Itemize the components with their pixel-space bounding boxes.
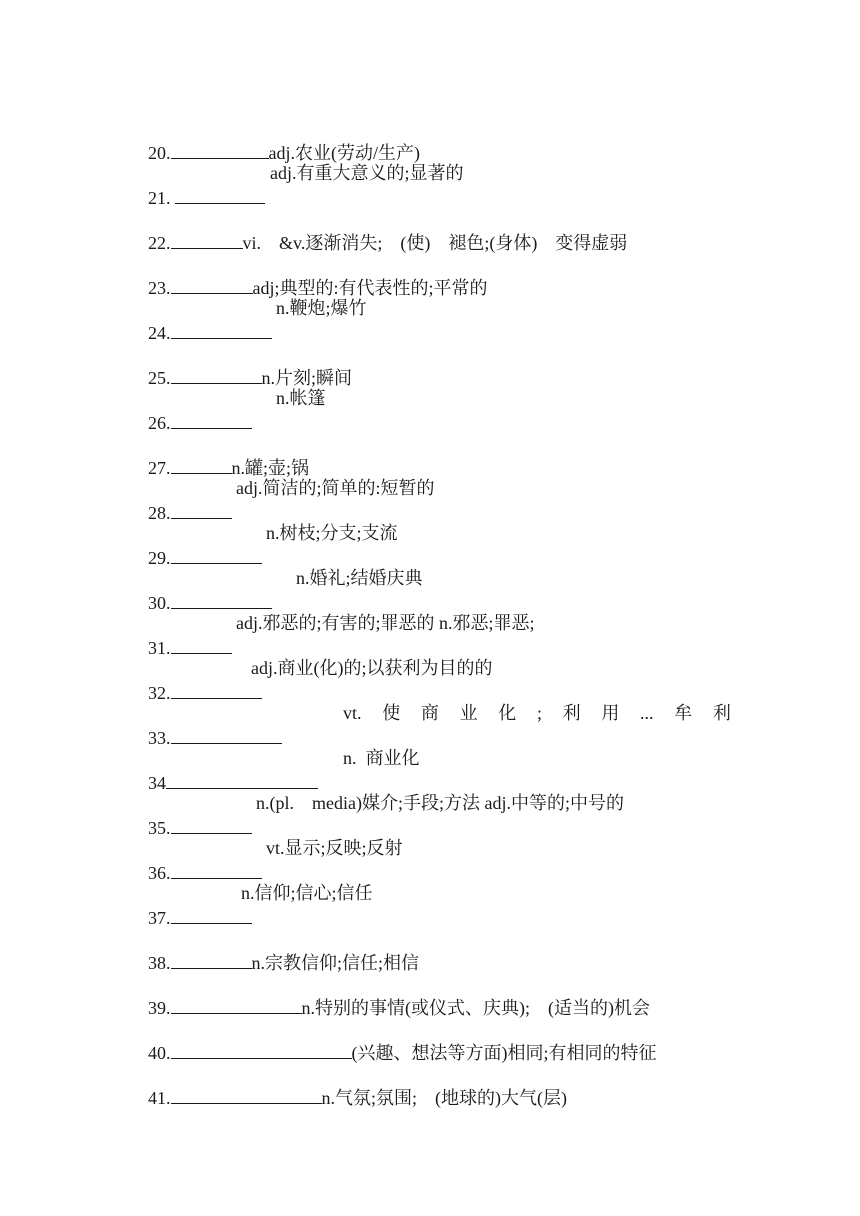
definition-token: vt. bbox=[343, 703, 362, 723]
vocab-item-33 bbox=[130, 701, 731, 748]
item-number: 35. bbox=[148, 818, 171, 838]
item-number: 20. bbox=[148, 143, 171, 163]
item-definition: adj.有重大意义的;显著的 bbox=[270, 163, 464, 183]
item-number: 25. bbox=[148, 368, 171, 388]
vocab-item-40 bbox=[130, 1016, 657, 1063]
vocab-item-36 bbox=[130, 836, 403, 883]
answer-blank[interactable] bbox=[171, 1040, 352, 1059]
vocab-item-35 bbox=[130, 791, 624, 838]
item-number: 33. bbox=[148, 728, 171, 748]
vocab-item-23 bbox=[130, 251, 488, 298]
item-definition: adj.邪恶的;有害的;罪恶的 n.邪恶;罪恶; bbox=[236, 613, 535, 633]
definition-token: 商 bbox=[420, 703, 439, 723]
answer-blank[interactable] bbox=[171, 230, 243, 249]
item-number: 28. bbox=[148, 503, 171, 523]
item-definition: n. 商业化 bbox=[343, 748, 420, 768]
vocab-item-39 bbox=[130, 971, 650, 1018]
item-definition: n.气氛;氛围; (地球的)大气(层) bbox=[321, 1088, 567, 1108]
item-definition: adj.简洁的;简单的:短暂的 bbox=[236, 478, 435, 498]
item-number: 34 bbox=[148, 773, 166, 793]
vocab-item-30 bbox=[130, 566, 423, 613]
vocab-item-32 bbox=[130, 656, 493, 703]
vocab-item-27 bbox=[130, 431, 310, 478]
answer-blank[interactable] bbox=[171, 365, 262, 384]
item-definition: n.信仰;信心;信任 bbox=[241, 883, 373, 903]
definition-token: 化 bbox=[498, 703, 517, 723]
answer-blank[interactable] bbox=[171, 815, 252, 834]
answer-blank[interactable] bbox=[171, 545, 262, 564]
answer-blank[interactable] bbox=[171, 860, 262, 879]
item-number: 21. bbox=[148, 188, 175, 208]
answer-blank[interactable] bbox=[171, 635, 232, 654]
definition-token: 牟 bbox=[674, 703, 693, 723]
answer-blank[interactable] bbox=[171, 140, 269, 159]
answer-blank[interactable] bbox=[171, 680, 262, 699]
item-number: 29. bbox=[148, 548, 171, 568]
vocab-item-37 bbox=[130, 881, 373, 928]
item-number: 39. bbox=[148, 998, 171, 1018]
definition-token: 利 bbox=[562, 703, 581, 723]
vocab-item-29 bbox=[130, 521, 398, 568]
item-number: 32. bbox=[148, 683, 171, 703]
item-definition: n.帐篷 bbox=[276, 388, 326, 408]
vocab-item-25 bbox=[130, 341, 353, 388]
item-number: 22. bbox=[148, 233, 171, 253]
answer-blank[interactable] bbox=[171, 590, 272, 609]
vocab-item-22 bbox=[130, 206, 628, 253]
answer-blank[interactable] bbox=[171, 320, 272, 339]
definition-token: ... bbox=[640, 703, 654, 723]
answer-blank[interactable] bbox=[171, 725, 282, 744]
item-definition: adj.商业(化)的;以获利为目的的 bbox=[251, 658, 493, 678]
vocab-item-24 bbox=[130, 296, 367, 343]
vocab-item-31 bbox=[130, 611, 535, 658]
item-definition: n.(pl. media)媒介;手段;方法 adj.中等的;中号的 bbox=[256, 793, 624, 813]
item-number: 38. bbox=[148, 953, 171, 973]
item-number: 27. bbox=[148, 458, 171, 478]
item-definition: n.罐;壶;锅 bbox=[231, 458, 310, 478]
item-number: 23. bbox=[148, 278, 171, 298]
definition-token: 用 bbox=[601, 703, 620, 723]
definition-token: 使 bbox=[382, 703, 401, 723]
item-definition: n.宗教信仰;信任;相信 bbox=[251, 953, 420, 973]
item-number: 36. bbox=[148, 863, 171, 883]
vocab-item-41 bbox=[130, 1061, 567, 1108]
item-number: 37. bbox=[148, 908, 171, 928]
vocab-item-38 bbox=[130, 926, 420, 973]
answer-blank[interactable] bbox=[171, 410, 252, 429]
item-number: 31. bbox=[148, 638, 171, 658]
item-definition: adj.农业(劳动/生产) bbox=[268, 143, 420, 163]
definition-token: ; bbox=[536, 703, 542, 723]
item-number: 26. bbox=[148, 413, 171, 433]
answer-blank[interactable] bbox=[171, 500, 232, 519]
vocab-item-28 bbox=[130, 476, 435, 523]
item-definition: n.树枝;分支;支流 bbox=[266, 523, 398, 543]
vocab-item-21 bbox=[130, 161, 464, 208]
answer-blank[interactable] bbox=[171, 995, 302, 1014]
answer-blank[interactable] bbox=[171, 950, 252, 969]
item-definition bbox=[343, 701, 731, 725]
answer-blank[interactable] bbox=[175, 185, 265, 204]
item-definition: adj;典型的:有代表性的;平常的 bbox=[252, 278, 488, 298]
item-number: 24. bbox=[148, 323, 171, 343]
answer-blank[interactable] bbox=[171, 275, 253, 294]
item-definition: n.特别的事情(或仪式、庆典); (适当的)机会 bbox=[301, 998, 650, 1018]
item-definition: n.片刻;瞬间 bbox=[261, 368, 353, 388]
answer-blank[interactable] bbox=[171, 455, 232, 474]
item-number: 41. bbox=[148, 1088, 171, 1108]
vocab-item-20 bbox=[130, 116, 420, 163]
vocab-item-26 bbox=[130, 386, 326, 433]
item-definition: n.鞭炮;爆竹 bbox=[276, 298, 367, 318]
definition-token: 利 bbox=[712, 703, 731, 723]
answer-blank[interactable] bbox=[166, 770, 318, 789]
answer-blank[interactable] bbox=[171, 905, 252, 924]
item-definition: (兴趣、想法等方面)相同;有相同的特征 bbox=[351, 1043, 657, 1063]
vocab-item-34 bbox=[130, 746, 420, 793]
answer-blank[interactable] bbox=[171, 1085, 322, 1104]
item-definition: vt.显示;反映;反射 bbox=[266, 838, 403, 858]
item-number: 40. bbox=[148, 1043, 171, 1063]
definition-token: 业 bbox=[459, 703, 478, 723]
item-number: 30. bbox=[148, 593, 171, 613]
item-definition: vi. &v.逐渐消失; (使) 褪色;(身体) 变得虚弱 bbox=[242, 233, 628, 253]
item-definition: n.婚礼;结婚庆典 bbox=[296, 568, 423, 588]
